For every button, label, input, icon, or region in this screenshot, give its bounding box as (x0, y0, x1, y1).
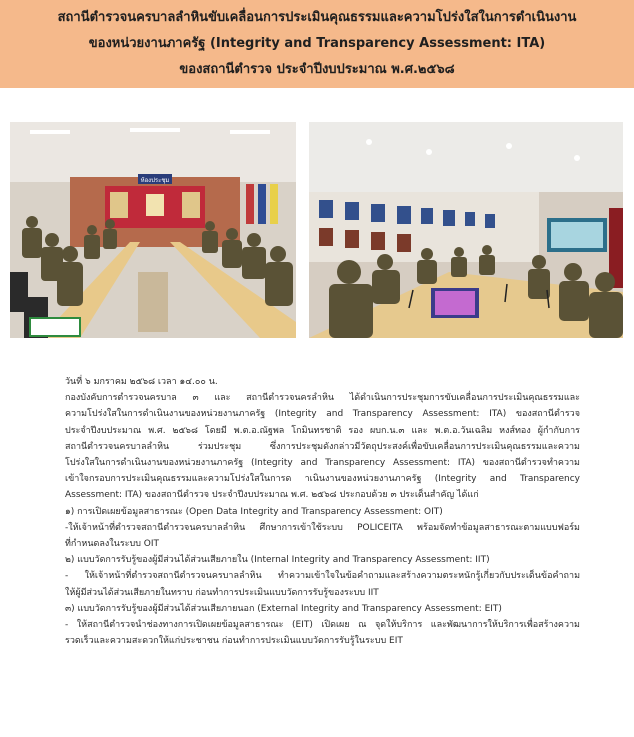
item-1-detail-line-2: ที่กำหนดลงในระบบ OIT (65, 539, 160, 550)
meeting-photo-right (309, 122, 623, 338)
title-banner (0, 0, 634, 88)
news-body (65, 374, 580, 649)
paragraph-1-line-2: ความโปร่งใสในการดำเนินงานของหน่วยงานภาครัฐ (Integrity and Transparency Assessment: ITA) ของสถานีตำรวจ (65, 409, 580, 420)
paragraph-1-line-1: กองบังคับการตำรวจนครบาล ๓ และ สถานีตำรวจนครลำหิน ได้ดำเนินการประชุมการขับเคลื่อนการประเมินคุณธรรมและ (65, 393, 580, 404)
item-1-detail-line-1: -ให้เจ้าหน้าที่ตำรวจสถานีตำรวจนครบาลลำหิน ศึกษาการเข้าใช้ระบบ POLICEITA พร้อมจัดทำข้อมูลสาธารณะตามแบบฟอร์ม (65, 522, 580, 533)
title-line-2: ของหน่วยงานภาครัฐ (Integrity and Transparency Assessment: ITA) (88, 36, 546, 51)
paragraph-1-line-3: ประจำปีงบประมาณ พ.ศ. ๒๕๖๘ โดยมี พ.ต.อ.ณัฐพล โกมินทรชาติ รอง ผบก.น.๓ และ พ.ต.อ.วันเฉลิม หงส์ทอง ผู้กำกับการ (65, 425, 580, 436)
paragraph-1-line-7: Assessment: ITA) ของสถานีตำรวจ ประจำปีงบประมาณ พ.ศ. ๒๕๖๘ ประกอบด้วย ๓ ประเด็นสำคัญ ได้แก่ (65, 490, 479, 501)
paragraph-1-line-5: โปร่งใสในการดำเนินงานของหน่วยงานภาครัฐ (Integrity and Transparency Assessment: ITA) ของสถานีตำรวจทำความ (65, 458, 580, 469)
room-sign-text: ห้องประชุม (140, 177, 170, 184)
item-3-detail-line-1: - ให้สถานีตำรวจนำช่องทางการเปิดเผยข้อมูลสาธารณะ (EIT) เปิดเผย ณ จุดให้บริการ และพัฒนาการให้บริการเพื่อสร้างความ (65, 620, 580, 631)
paragraph-1-line-6: เข้าใจกรอบการประเมินคุณธรรมและความโปร่งใสในการด าเนินงานของหน่วยงานภาครัฐ (Integrity and Transparency (65, 474, 580, 485)
item-2-title: ๒) แบบวัดการรับรู้ของผู้มีส่วนได้ส่วนเสียภายใน (Internal Integrity and Transparency Assessment: IIT) (65, 555, 490, 566)
item-3-detail-line-2: รวดเร็วและความสะดวกให้แก่ประชาชน ก่อนทำการประเมินแบบวัดการรับรู้ในระบบ EIT (65, 636, 403, 647)
conference-room-image (309, 122, 623, 338)
title-line-3: ของสถานีตำรวจ ประจำปีงบประมาณ พ.ศ.๒๕๖๘ (179, 62, 455, 77)
item-1-title: ๑) การเปิดเผยข้อมูลสาธารณะ (Open Data Integrity and Transparency Assessment: OIT) (65, 506, 443, 517)
item-2-detail-line-1: - ให้เจ้าหน้าที่ตำรวจสถานีตำรวจนครบาลลำหิน ทำความเข้าใจในข้อคำถามและสร้างความตระหนักรู้เกี่ยวกับประเด็นข้อคำถาม (65, 571, 580, 582)
meeting-room-image (10, 122, 296, 338)
meeting-photo-left (10, 122, 296, 338)
item-2-detail-line-2: ให้ผู้มีส่วนได้ส่วนเสียภายในทราบ ก่อนทำการประเมินแบบวัดการรับรู้ของระบบ IIT (65, 587, 379, 598)
title-line-1: สถานีตำรวจนครบาลลำหินขับเคลื่อนการประเมินคุณธรรมและความโปร่งใสในการดำเนินงาน (57, 10, 577, 25)
date-line: วันที่ ๖ มกราคม ๒๕๖๘ เวลา ๑๔.๐๐ น. (65, 377, 218, 387)
item-3-title: ๓) แบบวัดการรับรู้ของผู้มีส่วนได้ส่วนเสียภายนอก (External Integrity and Transparency Assessment: EIT) (65, 603, 502, 614)
paragraph-1-line-4: สถานีตำรวจนครบาลลำหิน ร่วมประชุม ซึ่งการประชุมดังกล่าวมีวัตถุประสงค์เพื่อขับเคลื่อนการประเมินคุณธรรมและความ (65, 441, 580, 452)
